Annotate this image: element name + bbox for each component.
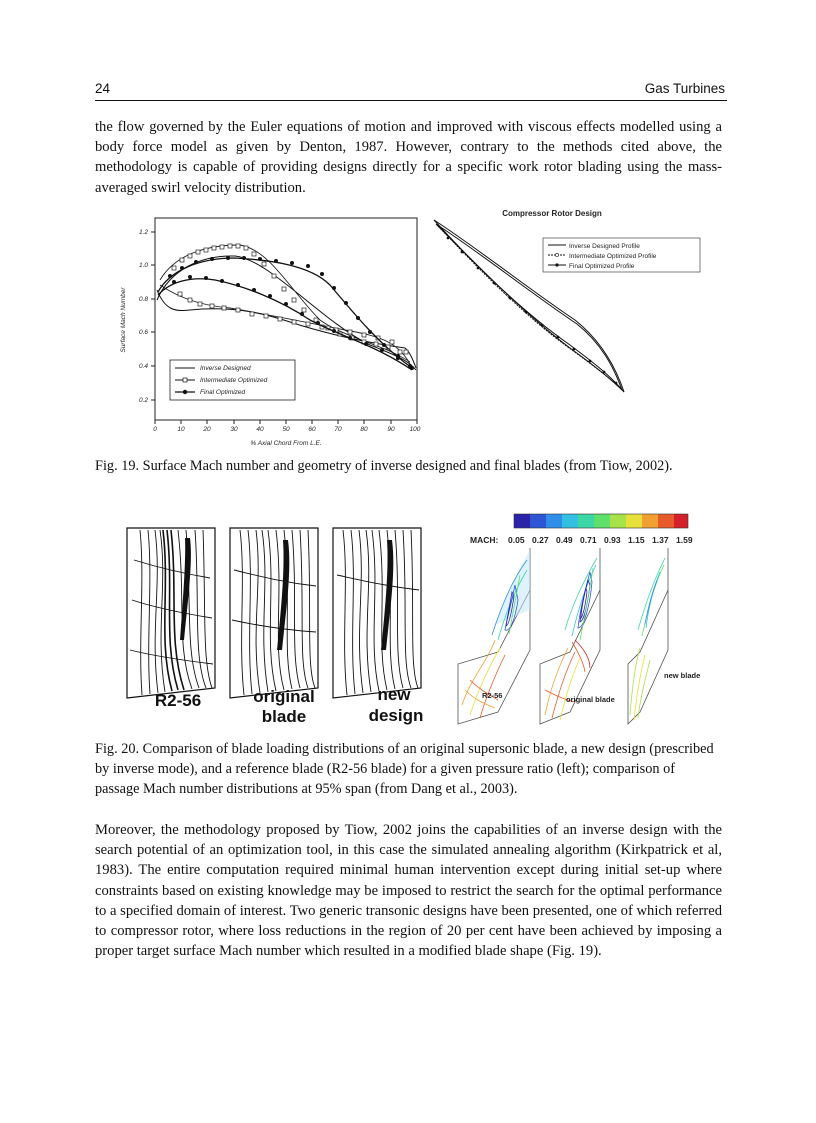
- fig19-caption: Fig. 19. Surface Mach number and geometry of inverse designed and final blades (from Tiow, 2002).: [95, 458, 673, 474]
- label-design: design: [368, 706, 424, 725]
- colorbar-value: 0.71: [580, 535, 597, 545]
- xtick-label: 20: [203, 426, 211, 433]
- fig19-rotor-profiles: [428, 205, 718, 400]
- closing-paragraph: Moreover, the methodology proposed by Tiow, 2002 joins the capabilities of an inverse design with the search potential of an optimization tool, in this case the simulated annealing algorithm (Kirkpatrick et al, 1983). The entire computation required minimal human intervention except during initial set-up where constraints based on existing knowledge may be imposed to restrict the search for the optimal performance to a specified domain of interest. Two generic transonic designs have been presented, one of which referred to compressor rotor, where loss reductions in the region of 20 per cent have been achieved by imposing a proper target surface Mach number which resulted in a modified blade shape (Fig. 19).: [95, 822, 722, 960]
- label-r256: R2-56: [154, 691, 202, 710]
- colorbar-value: 0.93: [604, 535, 621, 545]
- ytick-label: 0.4: [138, 363, 148, 370]
- label-new: new: [377, 685, 411, 704]
- passage-new: [628, 548, 700, 724]
- panel-original-blade: [230, 528, 318, 726]
- rotor-plot-title: Compressor Rotor Design: [502, 209, 602, 218]
- legend-intermediate-optimized: Intermediate Optimized: [200, 377, 268, 384]
- legend-inverse-designed: Inverse Designed: [200, 365, 251, 372]
- ytick-label: 0.8: [138, 296, 148, 303]
- intro-paragraph: the flow governed by the Euler equations of motion and improved with viscous effects modelled using a body force model as given by Denton, 1987. However, contrary to the methods cited above, the methodology is capable of providing designs directly for a specific work rotor blading using the mass-averaged swirl velocity distribution.: [95, 119, 722, 196]
- passage-original: [540, 548, 615, 724]
- ytick-label: 0.6: [138, 329, 148, 336]
- page-header: [95, 80, 727, 101]
- xtick-label: 30: [230, 426, 238, 433]
- rotor-legend-intermediate: Intermediate Optimized Profile: [569, 253, 657, 260]
- x-axis-label: % Axial Chord From L.E.: [250, 440, 322, 447]
- ytick-label: 0.2: [138, 397, 148, 404]
- colorbar-value: 1.15: [628, 535, 645, 545]
- ytick-label: 1.2: [138, 229, 148, 236]
- label-mach-r256: R2-56: [482, 691, 503, 700]
- page-number: 24: [95, 81, 111, 96]
- running-title: Gas Turbines: [644, 81, 725, 96]
- colorbar-value: 0.27: [532, 535, 549, 545]
- ytick-label: 1.0: [138, 262, 148, 269]
- colorbar-label: MACH:: [470, 535, 499, 545]
- xtick-label: 60: [308, 426, 316, 433]
- colorbar-value: 1.59: [676, 535, 693, 545]
- xtick-label: 0: [153, 426, 157, 433]
- panel-new-design: [333, 528, 423, 725]
- legend-final-optimized: Final Optimized: [200, 389, 246, 396]
- colorbar-value: 1.37: [652, 535, 669, 545]
- fig19-mach-plot: [105, 215, 425, 455]
- xtick-label: 70: [334, 426, 342, 433]
- xtick-label: 40: [256, 426, 264, 433]
- label-mach-new: new blade: [664, 671, 701, 680]
- final-optimized-curves: [158, 258, 412, 370]
- fig20-blade-loading-panels: [120, 520, 440, 730]
- fig20-caption: Fig. 20. Comparison of blade loading distributions of an original supersonic blade, a new design (prescribed by inverse mode), and a reference blade (R2-56 blade) for a given pressure ratio (left); comparison of passage Mach number distributions at 95% span (from Dang et al., 2003).: [95, 741, 714, 797]
- panel-r256: [127, 528, 215, 710]
- label-original: original: [253, 687, 315, 706]
- xtick-label: 50: [282, 426, 290, 433]
- inverse-upper-curve: [157, 256, 416, 370]
- rotor-legend-inverse: Inverse Designed Profile: [569, 243, 640, 250]
- label-blade: blade: [261, 707, 307, 726]
- colorbar-value: 0.05: [508, 535, 525, 545]
- mach-colorbar: [514, 514, 688, 528]
- rotor-legend-final: Final Optimized Profile: [569, 263, 635, 270]
- label-mach-original: original blade: [566, 695, 615, 704]
- passage-r256: [458, 548, 530, 724]
- xtick-label: 90: [387, 426, 395, 433]
- fig20-mach-distribution: [450, 510, 715, 735]
- colorbar-value: 0.49: [556, 535, 573, 545]
- xtick-label: 10: [177, 426, 185, 433]
- xtick-label: 80: [360, 426, 368, 433]
- xtick-label: 100: [409, 426, 421, 433]
- y-axis-label: Surface Mach Number: [120, 287, 127, 353]
